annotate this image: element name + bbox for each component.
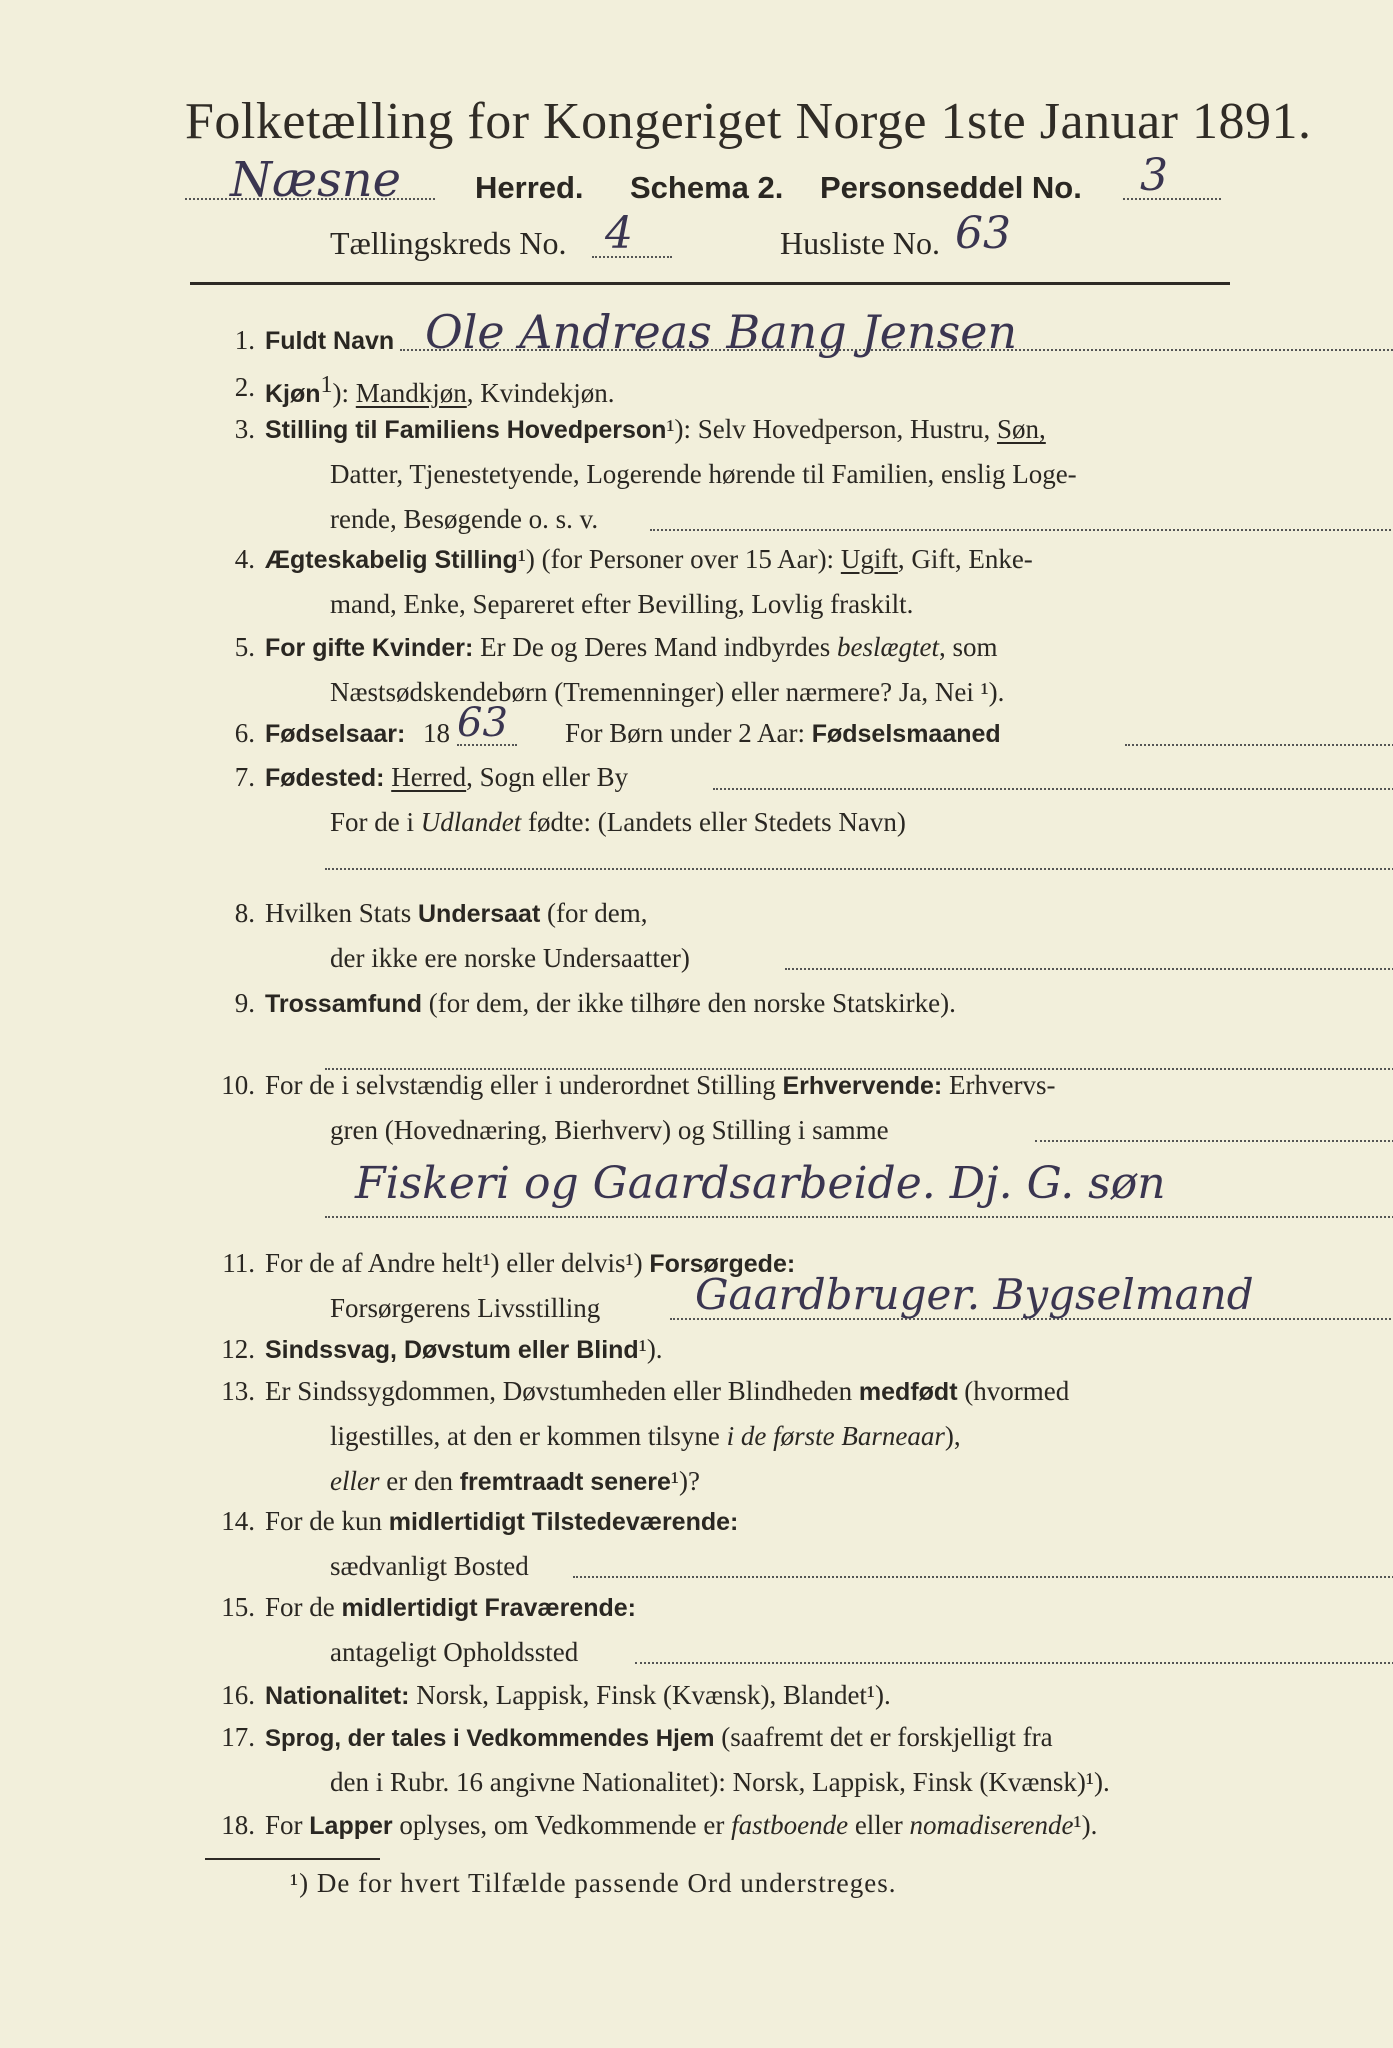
- occupation-answer: Fiskeri og Gaardsarbeide. Dj. G. søn: [355, 1158, 1166, 1209]
- form-title: Folketælling for Kongeriget Norge 1ste Januar 1891.: [185, 93, 1312, 150]
- personseddel-label: Personseddel No.: [820, 170, 1082, 205]
- gender-selected: Mandkjøn: [355, 378, 467, 408]
- birthplace-selected: Herred: [391, 762, 467, 792]
- kreds-line: [330, 208, 1130, 270]
- husliste-label: Husliste No.: [780, 225, 940, 261]
- footnote: ¹) De for hvert Tilfælde passende Ord understreges.: [290, 1868, 897, 1898]
- full-name-answer: Ole Andreas Bang Jensen: [425, 305, 1018, 359]
- personseddel-value: 3: [1140, 150, 1168, 201]
- item-1-label: Fuldt Navn: [265, 327, 395, 355]
- birth-year-answer: 63: [457, 700, 508, 746]
- footnote-rule: [205, 1858, 380, 1860]
- relation-selected: Søn,: [997, 414, 1046, 444]
- provider-answer: Gaardbruger. Bygselmand: [695, 1270, 1254, 1319]
- herred-label: Herred.: [475, 170, 584, 205]
- schema-label: Schema 2.: [630, 170, 784, 205]
- marital-selected: Ugift: [840, 544, 898, 574]
- kreds-label: Tællingskreds No.: [330, 225, 567, 261]
- herred-line: [185, 150, 1225, 220]
- herred-value: Næsne: [230, 152, 402, 208]
- census-form: Folketælling for Kongeriget Norge 1ste Januar 1891. Næsne Herred. Schema 2. Personseddel No. 3 Tællingskreds No. 4 Husliste No. 63 1. Fuldt Navn Ole Andreas Bang Jensen 2. Kjøn$^1$): Mandkjøn, Kvindekjøn. 3. Stilling til Familiens Hovedperson¹): Selv Hovedperson, Hustru, Søn, Datter, Tjenestetyende, Logerende hørende til Familien, enslig Loge- rende, Besøgende o. s. v. 4. Ægteskabelig Stilling¹) (for Personer over 15 Aar): Ugift, Gift, Enke- mand, Enke, Separeret efter Bevilling, Lovlig fraskilt. 5. For gifte Kvinder: Er De og Deres Mand indbyrdes beslægtet, som Næstsødskendebørn (Tremenninger) eller nærmere? Ja, Nei ¹). 6. Fødselsaar: 18 63 For Børn under 2 Aar: Fødselsmaaned 7. Fødested: Herred, Sogn eller By For de i Udlandet fødte: (Landets eller Stedets Navn) 8. Hvilken Stats Undersaat (for dem, der ikke ere norske Undersaatter) 9. Trossamfund (for dem, der ikke tilhøre den norske Statskirke). 10. For de i selvstændig eller i underordnet Stilling Erhvervende: Erhvervs- gren (Hovednæring, Bierhverv) og Stilling i samme Fiskeri og Gaardsarbeide. Dj. G. søn 11. For de af Andre helt¹) eller delvis¹) Forsørgede: Forsørgerens Livsstilling Gaardbruger. Bygselmand 12. Sindssvag, Døvstum eller Blind¹). 13. Er Sindssygdommen, Døvstumheden eller Blindheden medfødt (hvormed ligestilles, at den er kommen tilsyne i de første Barneaar), eller er den fremtraadt senere¹)? 14. For de kun midlertidigt Tilstedeværende: sædvanligt Bosted 15. For de midlertidigt Fraværende: antageligt Opholdssted 16. Nationalitet: Norsk, Lappisk, Finsk (Kvænsk), Blandet¹). 17. Sprog, der tales i Vedkommendes Hjem (saafremt det er forskjelligt fra den i Rubr. 16 angivne Nationalitet): Norsk, Lappisk, Finsk (Kvænsk)¹). 18. For Lapper oplyses, om Vedkommende er fastboende eller nomadiserende¹). ¹) De for hvert Tilfælde passende Ord understreges.: [0, 0, 1393, 2048]
- kreds-value: 4: [605, 208, 633, 259]
- husliste-value: 63: [955, 208, 1011, 259]
- header-rule: [190, 282, 1230, 285]
